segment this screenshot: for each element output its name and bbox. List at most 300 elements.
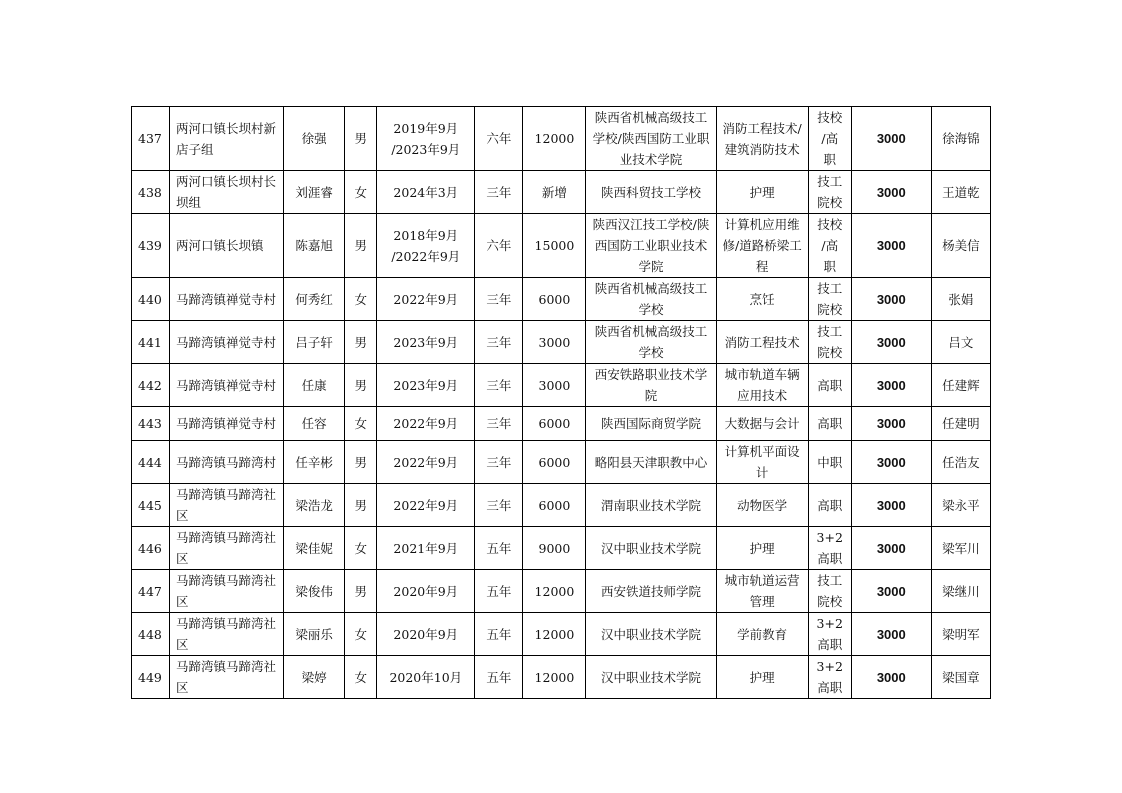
- cell-level: [808, 484, 851, 527]
- cell-gender: [345, 321, 377, 364]
- cell-gender-text: 男: [354, 377, 367, 393]
- cell-name-text: 任康: [301, 377, 327, 393]
- cell-level-text: 高职: [817, 497, 843, 513]
- cell-school-text: 渭南职业技术学院: [601, 497, 702, 513]
- cell-duration: [475, 613, 523, 656]
- cell-no: [132, 527, 170, 570]
- cell-level-text: 技工 院校: [817, 281, 843, 317]
- cell-gender-text: 男: [354, 454, 367, 470]
- cell-enroll-date: [377, 484, 475, 527]
- cell-gender: [345, 278, 377, 321]
- cell-subsidy: [851, 527, 931, 570]
- cell-level-text: 技工 院校: [817, 573, 843, 609]
- cell-level-text: 技校 /高 职: [817, 110, 843, 167]
- cell-school-text: 陕西省机械高级技工学校/陕西国防工业职业技术学院: [592, 110, 710, 167]
- cell-guardian: [931, 441, 990, 484]
- cell-major-text: 消防工程技术/建筑消防技术: [722, 120, 802, 157]
- cell-major-text: 计算机应用维修/道路桥梁工程: [722, 217, 802, 274]
- cell-no-text: 438: [138, 184, 162, 200]
- cell-tuition-text: 12000: [534, 669, 575, 685]
- cell-school-text: 西安铁道技师学院: [601, 583, 702, 599]
- cell-gender: [345, 171, 377, 214]
- cell-school-text: 陕西汉江技工学校/陕西国防工业职业技术学院: [592, 217, 710, 274]
- cell-school-text: 汉中职业技术学院: [601, 540, 702, 556]
- cell-guardian-text: 梁国章: [942, 669, 980, 685]
- cell-no: [132, 278, 170, 321]
- cell-level: [808, 107, 851, 171]
- cell-guardian-text: 徐海锦: [942, 131, 980, 146]
- cell-address: [170, 171, 284, 214]
- cell-no: [132, 321, 170, 364]
- cell-subsidy: [851, 484, 931, 527]
- cell-major: [716, 171, 808, 214]
- cell-name-text: 任辛彬: [295, 454, 333, 470]
- cell-level-text: 3+2 高职: [816, 616, 843, 652]
- cell-guardian: [931, 527, 990, 570]
- cell-address-text: 马蹄湾镇禅觉寺村: [176, 291, 277, 307]
- cell-enroll-date: [377, 107, 475, 171]
- cell-address: [170, 570, 284, 613]
- cell-gender: [345, 407, 377, 441]
- cell-tuition: [523, 656, 586, 699]
- cell-name-text: 梁俊伟: [295, 583, 333, 599]
- cell-address-text: 马蹄湾镇马蹄湾社区: [176, 659, 277, 695]
- cell-subsidy-text: 3000: [876, 334, 906, 350]
- cell-gender: [345, 214, 377, 278]
- cell-name: [284, 656, 345, 699]
- cell-guardian: [931, 364, 990, 407]
- cell-level: [808, 613, 851, 656]
- cell-duration-text: 三年: [486, 454, 512, 470]
- cell-major-text: 大数据与会计: [724, 416, 800, 431]
- cell-level-text: 技工 院校: [817, 174, 843, 210]
- cell-tuition-text: 3000: [538, 334, 571, 350]
- cell-guardian-text: 任建明: [942, 416, 980, 431]
- cell-subsidy: [851, 214, 931, 278]
- cell-name: [284, 441, 345, 484]
- cell-school: [586, 613, 716, 656]
- cell-subsidy-text: 3000: [876, 583, 906, 599]
- cell-major-text: 城市轨道运营管理: [724, 573, 800, 609]
- cell-duration-text: 五年: [486, 669, 512, 685]
- cell-subsidy: [851, 407, 931, 441]
- cell-duration: [475, 527, 523, 570]
- cell-duration: [475, 278, 523, 321]
- cell-duration: [475, 484, 523, 527]
- cell-level-text: 3+2 高职: [816, 530, 843, 566]
- cell-enroll-date: [377, 527, 475, 570]
- cell-level-text: 技工 院校: [817, 324, 843, 360]
- cell-gender: [345, 613, 377, 656]
- cell-school: [586, 441, 716, 484]
- cell-gender: [345, 570, 377, 613]
- table-row: [132, 656, 991, 699]
- cell-guardian: [931, 656, 990, 699]
- cell-major: [716, 570, 808, 613]
- cell-gender: [345, 441, 377, 484]
- cell-level: [808, 364, 851, 407]
- cell-duration-text: 六年: [486, 131, 512, 146]
- cell-guardian-text: 任建辉: [942, 377, 980, 393]
- cell-duration-text: 三年: [486, 497, 512, 513]
- cell-guardian-text: 杨美信: [942, 238, 980, 253]
- cell-duration: [475, 656, 523, 699]
- cell-duration-text: 三年: [486, 291, 512, 307]
- cell-school: [586, 278, 716, 321]
- subsidy-table: [131, 106, 991, 699]
- cell-name: [284, 364, 345, 407]
- cell-duration-text: 三年: [486, 416, 512, 431]
- cell-duration: [475, 364, 523, 407]
- cell-tuition: [523, 278, 586, 321]
- cell-enroll-date: [377, 407, 475, 441]
- cell-enroll-date-text: 2021年9月: [393, 540, 459, 556]
- cell-major: [716, 214, 808, 278]
- cell-no: [132, 407, 170, 441]
- cell-school-text: 陕西科贸技工学校: [601, 184, 702, 200]
- cell-no: [132, 613, 170, 656]
- cell-address-text: 两河口镇长坝村新店子组: [176, 120, 277, 157]
- cell-subsidy-text: 3000: [876, 238, 906, 253]
- cell-duration-text: 五年: [486, 540, 512, 556]
- cell-duration-text: 三年: [486, 377, 512, 393]
- cell-duration-text: 五年: [486, 626, 512, 642]
- cell-level: [808, 656, 851, 699]
- cell-guardian-text: 梁军川: [942, 540, 980, 556]
- table-body: [132, 107, 991, 699]
- cell-duration: [475, 214, 523, 278]
- cell-major-text: 城市轨道车辆应用技术: [724, 367, 800, 403]
- cell-tuition: [523, 407, 586, 441]
- cell-major: [716, 441, 808, 484]
- cell-level-text: 中职: [817, 454, 843, 470]
- cell-gender-text: 女: [354, 540, 367, 556]
- cell-subsidy: [851, 570, 931, 613]
- cell-level-text: 技校 /高 职: [817, 217, 843, 274]
- cell-subsidy-text: 3000: [876, 626, 906, 642]
- cell-address: [170, 407, 284, 441]
- cell-subsidy-text: 3000: [876, 416, 906, 431]
- cell-duration-text: 六年: [486, 238, 512, 253]
- cell-gender-text: 女: [354, 669, 367, 685]
- cell-level-text: 高职: [817, 416, 843, 431]
- cell-major-text: 学前教育: [737, 626, 788, 642]
- cell-address: [170, 441, 284, 484]
- cell-no-text: 440: [138, 291, 162, 307]
- cell-guardian: [931, 570, 990, 613]
- cell-no-text: 448: [138, 626, 162, 642]
- cell-school-text: 略阳县天津职教中心: [594, 454, 708, 470]
- cell-name: [284, 407, 345, 441]
- cell-enroll-date-text: 2023年9月: [393, 377, 459, 393]
- cell-enroll-date: [377, 570, 475, 613]
- table-row: [132, 527, 991, 570]
- cell-level-text: 3+2 高职: [816, 659, 843, 695]
- cell-no-text: 447: [138, 583, 162, 599]
- cell-enroll-date-text: 2020年10月: [389, 669, 463, 685]
- cell-no: [132, 214, 170, 278]
- cell-guardian: [931, 407, 990, 441]
- cell-gender-text: 男: [354, 131, 367, 146]
- cell-no-text: 445: [138, 497, 162, 513]
- cell-tuition-text: 12000: [534, 131, 575, 146]
- cell-subsidy-text: 3000: [876, 131, 906, 146]
- cell-address: [170, 321, 284, 364]
- cell-major-text: 消防工程技术: [724, 334, 800, 350]
- cell-gender: [345, 656, 377, 699]
- cell-enroll-date-text: 2023年9月: [393, 334, 459, 350]
- cell-duration: [475, 107, 523, 171]
- table-row: [132, 364, 991, 407]
- table-row: [132, 484, 991, 527]
- cell-no-text: 439: [138, 238, 162, 253]
- cell-guardian-text: 张娟: [948, 291, 974, 307]
- cell-level: [808, 407, 851, 441]
- cell-name-text: 梁佳妮: [295, 540, 333, 556]
- cell-address-text: 马蹄湾镇马蹄湾社区: [176, 573, 277, 609]
- cell-tuition-text: 6000: [538, 454, 571, 470]
- cell-enroll-date-text: 2020年9月: [393, 583, 459, 599]
- cell-name-text: 刘涯睿: [295, 184, 333, 200]
- cell-enroll-date-text: 2022年9月: [393, 454, 459, 470]
- cell-tuition-text: 3000: [538, 377, 571, 393]
- table-row: [132, 278, 991, 321]
- cell-address: [170, 364, 284, 407]
- cell-level-text: 高职: [817, 377, 843, 393]
- cell-level: [808, 214, 851, 278]
- cell-subsidy: [851, 107, 931, 171]
- cell-guardian-text: 梁继川: [942, 583, 980, 599]
- cell-no-text: 442: [138, 377, 162, 393]
- cell-guardian-text: 梁永平: [942, 497, 980, 513]
- cell-major: [716, 613, 808, 656]
- cell-enroll-date: [377, 613, 475, 656]
- cell-subsidy: [851, 441, 931, 484]
- cell-subsidy-text: 3000: [876, 669, 906, 685]
- cell-address: [170, 527, 284, 570]
- cell-tuition-text: 6000: [538, 291, 571, 307]
- cell-school-text: 汉中职业技术学院: [601, 626, 702, 642]
- cell-duration: [475, 321, 523, 364]
- cell-subsidy-text: 3000: [876, 454, 906, 470]
- cell-school-text: 陕西国际商贸学院: [601, 416, 702, 431]
- table-row: [132, 214, 991, 278]
- cell-school: [586, 484, 716, 527]
- cell-major: [716, 278, 808, 321]
- cell-name: [284, 484, 345, 527]
- cell-gender-text: 男: [354, 238, 367, 253]
- cell-major: [716, 484, 808, 527]
- cell-tuition: [523, 214, 586, 278]
- cell-tuition: [523, 107, 586, 171]
- cell-tuition: [523, 441, 586, 484]
- cell-subsidy: [851, 656, 931, 699]
- cell-level: [808, 321, 851, 364]
- cell-subsidy-text: 3000: [876, 540, 906, 556]
- cell-major-text: 护理: [749, 669, 775, 685]
- cell-tuition-text: 9000: [538, 540, 571, 556]
- cell-enroll-date: [377, 171, 475, 214]
- cell-tuition-text: 6000: [538, 416, 571, 431]
- cell-address-text: 马蹄湾镇马蹄湾社区: [176, 530, 277, 566]
- cell-school: [586, 364, 716, 407]
- cell-subsidy: [851, 613, 931, 656]
- cell-gender: [345, 484, 377, 527]
- cell-tuition-text: 12000: [534, 626, 575, 642]
- cell-major: [716, 656, 808, 699]
- cell-enroll-date: [377, 278, 475, 321]
- cell-school-text: 汉中职业技术学院: [601, 669, 702, 685]
- cell-guardian: [931, 613, 990, 656]
- cell-school: [586, 656, 716, 699]
- cell-address-text: 两河口镇长坝镇: [176, 238, 264, 253]
- cell-subsidy: [851, 171, 931, 214]
- cell-address-text: 两河口镇长坝村长坝组: [176, 174, 277, 210]
- cell-guardian-text: 吕文: [948, 334, 974, 350]
- cell-address: [170, 484, 284, 527]
- cell-school: [586, 214, 716, 278]
- table-row: [132, 107, 991, 171]
- cell-duration: [475, 441, 523, 484]
- cell-school-text: 陕西省机械高级技工学校: [594, 281, 708, 317]
- cell-gender-text: 男: [354, 497, 367, 513]
- cell-address: [170, 278, 284, 321]
- cell-enroll-date: [377, 656, 475, 699]
- cell-major-text: 烹饪: [749, 291, 775, 307]
- cell-name-text: 陈嘉旭: [295, 238, 333, 253]
- table-row: [132, 407, 991, 441]
- cell-guardian: [931, 321, 990, 364]
- cell-no: [132, 364, 170, 407]
- cell-gender: [345, 364, 377, 407]
- cell-no: [132, 107, 170, 171]
- cell-school: [586, 527, 716, 570]
- cell-no: [132, 656, 170, 699]
- cell-address-text: 马蹄湾镇禅觉寺村: [176, 377, 277, 393]
- cell-tuition-text: 15000: [534, 238, 575, 253]
- cell-school: [586, 407, 716, 441]
- cell-enroll-date-text: 2022年9月: [393, 497, 459, 513]
- cell-no: [132, 171, 170, 214]
- cell-gender-text: 男: [354, 583, 367, 599]
- cell-name-text: 徐强: [301, 131, 327, 146]
- cell-enroll-date: [377, 321, 475, 364]
- cell-name: [284, 570, 345, 613]
- cell-duration-text: 三年: [486, 184, 512, 200]
- cell-level: [808, 278, 851, 321]
- cell-duration: [475, 171, 523, 214]
- cell-duration-text: 五年: [486, 583, 512, 599]
- cell-tuition-text: 12000: [534, 583, 575, 599]
- cell-school: [586, 321, 716, 364]
- cell-tuition: [523, 484, 586, 527]
- cell-tuition: [523, 527, 586, 570]
- cell-gender-text: 女: [354, 416, 367, 431]
- cell-name: [284, 107, 345, 171]
- cell-level: [808, 527, 851, 570]
- cell-major: [716, 107, 808, 171]
- cell-tuition: [523, 613, 586, 656]
- cell-name: [284, 321, 345, 364]
- cell-name-text: 梁浩龙: [295, 497, 333, 513]
- table-row: [132, 321, 991, 364]
- cell-no-text: 449: [138, 669, 162, 685]
- cell-subsidy: [851, 364, 931, 407]
- cell-enroll-date-text: 2022年9月: [393, 416, 459, 431]
- cell-name: [284, 171, 345, 214]
- cell-subsidy: [851, 321, 931, 364]
- cell-address: [170, 214, 284, 278]
- cell-address-text: 马蹄湾镇禅觉寺村: [176, 416, 277, 431]
- cell-no: [132, 570, 170, 613]
- cell-guardian: [931, 484, 990, 527]
- cell-major: [716, 364, 808, 407]
- cell-tuition: [523, 364, 586, 407]
- cell-subsidy-text: 3000: [876, 291, 906, 307]
- cell-tuition: [523, 570, 586, 613]
- cell-no-text: 441: [138, 334, 162, 350]
- cell-subsidy-text: 3000: [876, 184, 906, 200]
- cell-school-text: 陕西省机械高级技工学校: [594, 324, 708, 360]
- cell-enroll-date-text: 2018年9月 /2022年9月: [391, 227, 461, 264]
- cell-gender-text: 女: [354, 291, 367, 307]
- cell-address-text: 马蹄湾镇马蹄湾社区: [176, 487, 277, 523]
- cell-enroll-date-text: 2022年9月: [393, 291, 459, 307]
- cell-name-text: 何秀红: [295, 291, 333, 307]
- cell-school-text: 西安铁路职业技术学院: [594, 367, 708, 403]
- cell-name: [284, 278, 345, 321]
- cell-name: [284, 214, 345, 278]
- cell-school: [586, 107, 716, 171]
- cell-tuition: [523, 321, 586, 364]
- cell-name: [284, 527, 345, 570]
- cell-no-text: 437: [138, 131, 162, 146]
- cell-address: [170, 613, 284, 656]
- cell-enroll-date-text: 2019年9月 /2023年9月: [391, 120, 461, 157]
- cell-tuition-text: 新增: [541, 184, 567, 200]
- cell-name-text: 任容: [301, 416, 327, 431]
- cell-address-text: 马蹄湾镇马蹄湾村: [176, 454, 277, 470]
- cell-major: [716, 407, 808, 441]
- cell-name-text: 梁丽乐: [295, 626, 333, 642]
- cell-duration: [475, 407, 523, 441]
- cell-guardian: [931, 107, 990, 171]
- cell-enroll-date: [377, 441, 475, 484]
- cell-guardian: [931, 171, 990, 214]
- cell-major-text: 动物医学: [737, 497, 788, 513]
- cell-address-text: 马蹄湾镇马蹄湾社区: [176, 616, 277, 652]
- cell-gender-text: 女: [354, 626, 367, 642]
- cell-gender-text: 女: [354, 184, 367, 200]
- cell-tuition: [523, 171, 586, 214]
- cell-gender: [345, 107, 377, 171]
- cell-level: [808, 171, 851, 214]
- cell-address: [170, 107, 284, 171]
- cell-enroll-date-text: 2020年9月: [393, 626, 459, 642]
- cell-no-text: 446: [138, 540, 162, 556]
- cell-major-text: 计算机平面设计: [724, 444, 800, 480]
- cell-major: [716, 321, 808, 364]
- cell-gender: [345, 527, 377, 570]
- cell-subsidy-text: 3000: [876, 497, 906, 513]
- cell-enroll-date: [377, 214, 475, 278]
- cell-major-text: 护理: [749, 184, 775, 200]
- cell-no: [132, 484, 170, 527]
- cell-level: [808, 441, 851, 484]
- cell-no-text: 443: [138, 416, 162, 431]
- cell-address: [170, 656, 284, 699]
- cell-tuition-text: 6000: [538, 497, 571, 513]
